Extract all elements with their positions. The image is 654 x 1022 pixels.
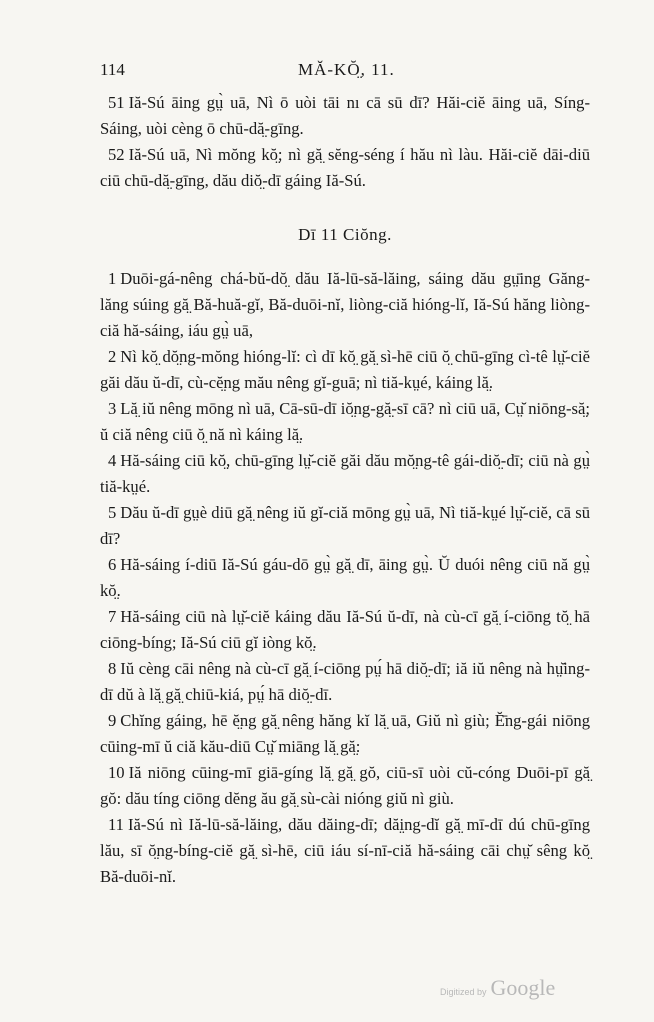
verse-11 xyxy=(100,812,590,890)
running-head xyxy=(100,60,590,90)
verse-9 xyxy=(100,708,590,760)
verse-number: 10 xyxy=(108,763,125,782)
verse-5 xyxy=(100,500,590,552)
verse-text: Iŭ cèng cāi nêng nà cù-cī gă̤ í-ciōng pṳ́ hā diŏ̤-dī; iă iŭ nêng nà hṳ̆ing-dī dŭ à lă̤ gă̤ chiū-kiá, pṳ́ hā diŏ̤-dī. xyxy=(100,659,590,704)
verse-number: 7 xyxy=(108,607,117,626)
verse-text: Iă niōng cūing-mī giā-gíng lă̤ gă̤ gŏ, ciū-sī uòi cŭ-cóng Duōi-pī gă̤ gŏ: dău tíng ciōng dĕng ău gă̤ sù-cài nióng giŭ nì giù. xyxy=(100,763,590,808)
verse-6 xyxy=(100,552,590,604)
verse-number: 8 xyxy=(108,659,117,678)
verse-text: Iă-Sú nì Iă-lū-să-lăing, dău dăing-dī; dăi̤ng-dĭ gă̤ mī-dī dú chū-gīng lău, sī ŏ̤ng-bíng-ciĕ gă̤ sì-hē, ciū iáu sí-nī-ciă hă-sáing cāi chṳ̆ sêng kŏ̤ Bă-duōi-nĭ. xyxy=(100,815,590,886)
verse-text: Chĭng gáing, hē ĕ̤ng gă̤ nêng hăng kĭ lă̤ uā, Giŭ nì giù; Ĕ̄ng-gái niōng cūing-mī ŭ ciă kău-diū Cṳ̆ miāng lă̤ gă̤: xyxy=(100,711,590,756)
digitized-by-google-watermark xyxy=(440,975,555,1001)
verse-1 xyxy=(100,266,590,344)
verse-number: 9 xyxy=(108,711,117,730)
watermark-small-text: Digitized by xyxy=(440,987,487,997)
running-title: MĂ-KŎ̤, 11. xyxy=(298,60,395,79)
verse-7 xyxy=(100,604,590,656)
verse-52 xyxy=(100,142,590,194)
verse-text: Hă-sáing í-diū Iă-Sú gáu-dō gṳ̀ gă̤ dī, āing gṳ̀. Ŭ duói nêng ciū nă gṳ̀ kŏ̤. xyxy=(100,555,590,600)
verse-text: Hă-sáing ciū kŏ̤, chū-gīng lṳ̆-ciĕ găi dău mŏ̤ng-tê gái-diŏ̤-dī; ciū nà gṳ̀ tiă-kṳé. xyxy=(100,451,590,496)
verse-number: 6 xyxy=(108,555,117,574)
verse-text: Iă-Sú āing gṳ̀ uā, Nì ō uòi tāi nı cā sū dī? Hăi-ciĕ āing uā, Síng-Sáing, uòi cèng ō chū-dă̤-gīng. xyxy=(100,93,590,138)
verse-text: Dău ŭ-dī gṳè diū gă̤ nêng iŭ gĭ-ciă mōng gṳ̀ uā, Nì tiă-kṳé lṳ̆-ciĕ, cā sū dī? xyxy=(100,503,590,548)
verse-text: Lă̤ iŭ nêng mōng nì uā, Cā-sū-dī iŏ̤ng-gă̤-sī cā? nì ciū uā, Cṳ̆ niōng-să̤; ŭ ciă nêng ciū ŏ̤ nă nì káing lă̤. xyxy=(100,399,590,444)
verse-10 xyxy=(100,760,590,812)
verse-text: Iă-Sú uā, Nì mŏng kŏ̤; nì gă̤ sĕng-séng í hău nì làu. Hăi-ciĕ dāi-diū ciū chū-dă̤-gīng, dău diŏ̤-dī gáing Iă-Sú. xyxy=(100,145,590,190)
verses-block xyxy=(100,90,590,890)
verse-number: 2 xyxy=(108,347,117,366)
verse-number: 4 xyxy=(108,451,117,470)
verse-number: 52 xyxy=(108,145,125,164)
verse-51 xyxy=(100,90,590,142)
verse-8 xyxy=(100,656,590,708)
verse-text: Hă-sáing ciū nà lṳ̆-ciĕ káing dău Iă-Sú ŭ-dī, nà cù-cī gă̤ í-ciōng tŏ̤ hā ciōng-bíng; Iă-Sú ciū gĭ iòng kŏ̤. xyxy=(100,607,590,652)
verse-4 xyxy=(100,448,590,500)
verse-text: Nì kŏ̤ dŏ̤ng-mŏng hióng-lĭ: cì dī kŏ̤ gă̤ sì-hē ciū ŏ̤ chū-gīng cì-tê lṳ̆-ciĕ găi dău ŭ-dī, cù-cĕ̤ng mău nêng gĭ-guā; nì tiă-kṳé, káing lă̤. xyxy=(100,347,590,392)
google-logo: Google xyxy=(490,975,556,1000)
verse-2 xyxy=(100,344,590,396)
verse-number: 11 xyxy=(108,815,124,834)
page-number: 114 xyxy=(100,60,125,79)
verse-number: 5 xyxy=(108,503,117,522)
verse-number: 3 xyxy=(108,399,117,418)
book-page xyxy=(100,60,590,890)
chapter-heading: Dī 11 Ciŏng. xyxy=(298,225,392,244)
verse-3 xyxy=(100,396,590,448)
verse-number: 1 xyxy=(108,269,117,288)
verse-number: 51 xyxy=(108,93,125,112)
verse-text: Duōi-gá-nêng chá-bŭ-dŏ̤ dău Iă-lū-să-lăing, sáing dău gṳ̄ing Găng-lăng súing gă̤ Bă-huă-gĭ, Bă-duōi-nĭ, liòng-ciă hióng-lĭ, Iă-Sú hăng liòng-ciă hă-sáing, iáu gṳ̀ uā, xyxy=(100,269,590,340)
